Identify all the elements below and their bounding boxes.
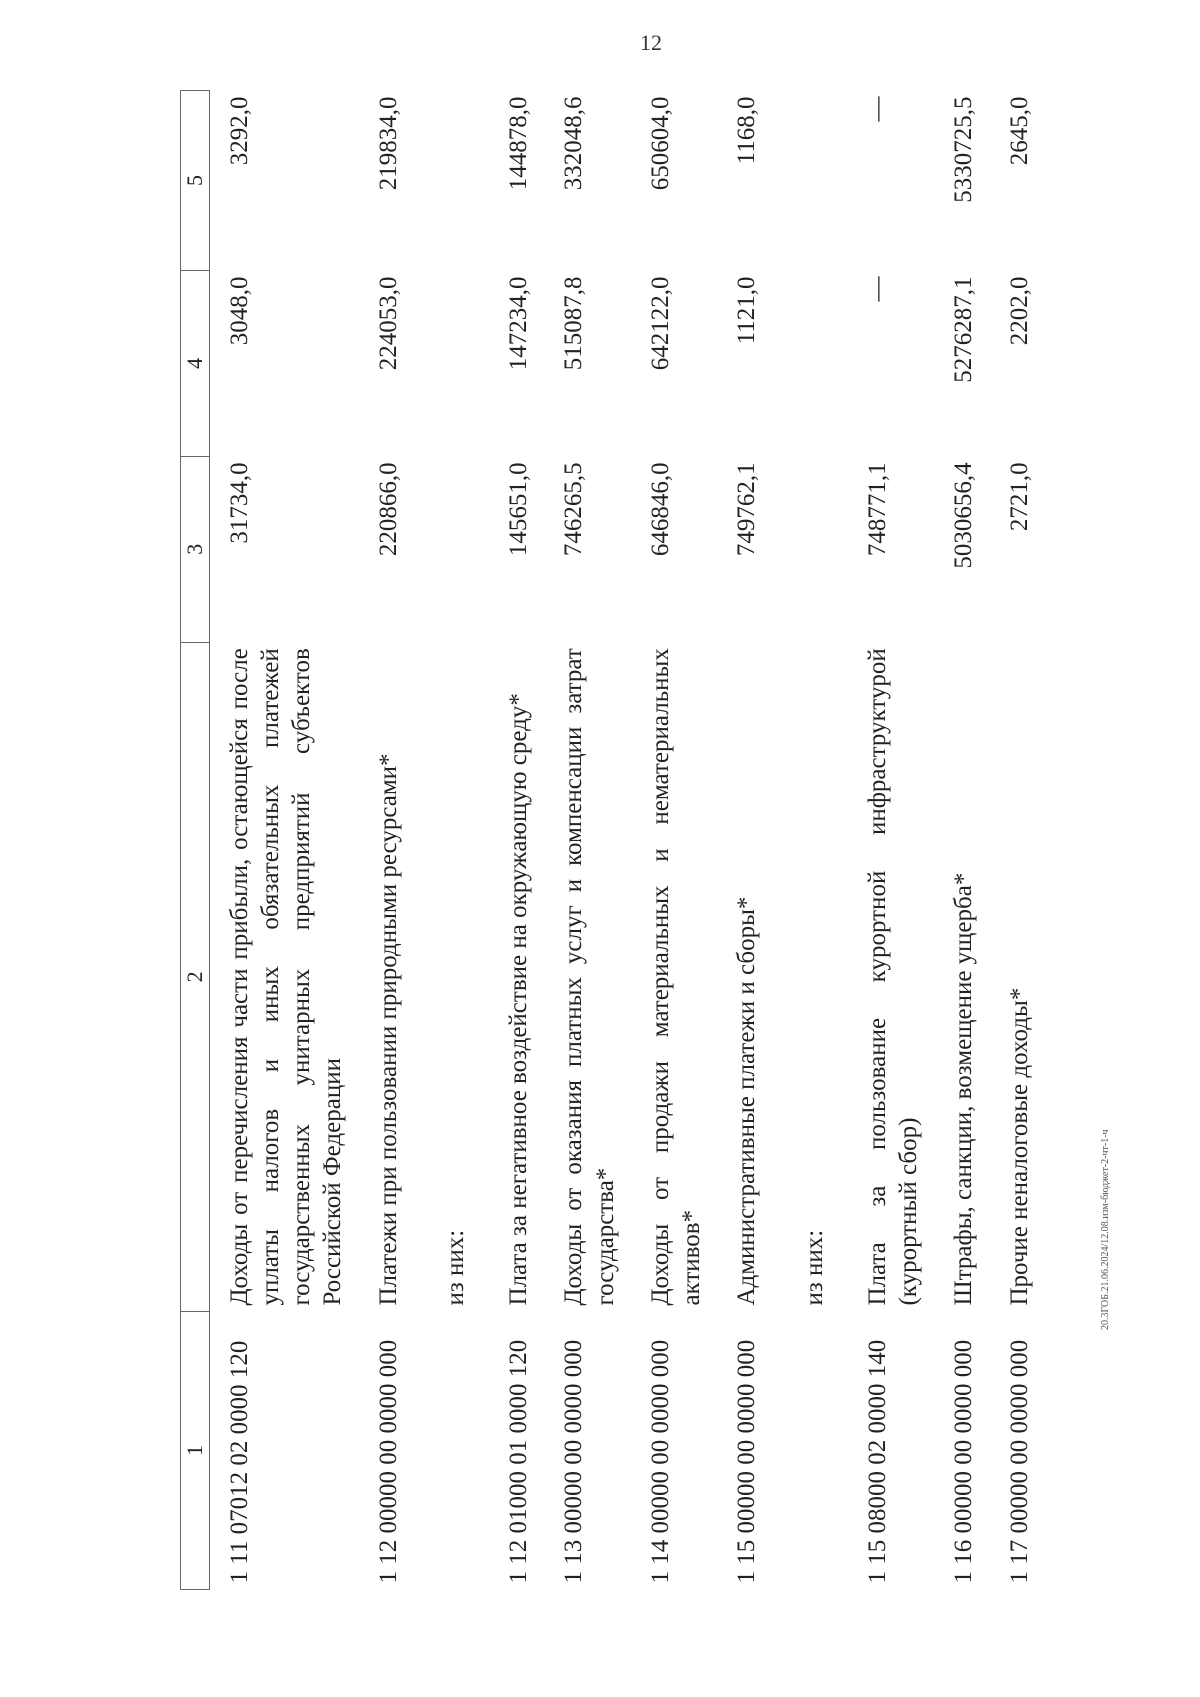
row-code: 1 13 00000 00 0000 000 (560, 1339, 588, 1584)
row-name: Штрафы, санкции, возмещение ущерба* (950, 872, 978, 1306)
budget-table (180, 90, 1045, 1590)
table-row (359, 91, 414, 1590)
row-value-col5: — (863, 96, 891, 122)
row-code: 1 12 00000 00 0000 000 (374, 1339, 402, 1584)
empty-cell (414, 270, 489, 456)
row-value-col5: 3292,0 (225, 96, 253, 166)
empty-cell (773, 1312, 848, 1590)
row-value-col5: 332048,6 (560, 96, 588, 191)
row-value-col3: 646846,0 (646, 462, 674, 557)
row-value-col4: 147234,0 (505, 276, 532, 371)
subheading-label: из них: (441, 1229, 469, 1306)
table-row (489, 91, 544, 1590)
table-row (990, 91, 1045, 1590)
row-code: 1 16 00000 00 0000 000 (950, 1339, 978, 1584)
row-code: 1 11 07012 02 0000 120 (225, 1340, 253, 1584)
row-value-col3: 5030656,4 (950, 462, 978, 569)
row-name: Платежи при пользовании природными ресурсами* (374, 753, 402, 1306)
empty-cell (773, 456, 848, 642)
table-row (631, 91, 718, 1590)
row-value-col3: 31734,0 (225, 462, 253, 544)
row-value-col4: 515087,8 (560, 276, 588, 371)
row-code: 1 17 00000 00 0000 000 (1005, 1339, 1033, 1584)
empty-cell (773, 91, 848, 271)
table-row (934, 91, 989, 1590)
row-value-col3: 2721,0 (1005, 462, 1033, 532)
row-name: Доходы от перечисления части прибыли, остающейся после уплаты налогов и иных обязательных платежей государственных унитарных предприятий субъектов Российской Федерации (225, 648, 347, 1306)
row-value-col4: 224053,0 (374, 276, 402, 371)
row-value-col3: 748771,1 (863, 462, 891, 557)
row-value-col5: 5330725,5 (950, 96, 978, 203)
row-name: Доходы от продажи материальных и нематериальных активов* (646, 648, 705, 1306)
row-code: 1 12 01000 01 0000 120 (505, 1339, 532, 1584)
header-col-3: 3 (181, 456, 210, 642)
row-value-col5: 1168,0 (733, 96, 761, 165)
subheading-label: из них: (800, 1229, 828, 1306)
empty-cell (773, 270, 848, 456)
row-value-col4: 5276287,1 (950, 276, 978, 383)
header-row (181, 91, 210, 1590)
row-value-col5: 650604,0 (646, 96, 674, 191)
rotated-table-container (180, 90, 1180, 1590)
row-name: Доходы от оказания платных услуг и компенсации затрат государства* (560, 648, 619, 1306)
page-number: 12 (640, 30, 662, 55)
row-name: Прочие неналоговые доходы* (1005, 987, 1033, 1306)
empty-cell (414, 1312, 489, 1590)
row-value-col3: 145651,0 (505, 462, 532, 557)
row-value-col4: 1121,0 (733, 276, 761, 345)
header-col-2: 2 (181, 642, 210, 1311)
row-code: 1 15 00000 00 0000 000 (733, 1339, 761, 1584)
row-name: Административные платежи и сборы* (733, 896, 761, 1306)
row-value-col3: 746265,5 (560, 462, 588, 557)
header-col-1: 1 (181, 1312, 210, 1590)
row-value-col4: 3048,0 (225, 276, 253, 346)
row-value-col5: 2645,0 (1005, 96, 1033, 166)
empty-cell (414, 91, 489, 271)
footer-reference: 20.3ГОБ.21.06.2024/12.08.изм-бюджет-2-чт-1-ч (1100, 1129, 1111, 1330)
row-value-col4: 2202,0 (1005, 276, 1033, 346)
header-col-4: 4 (181, 270, 210, 456)
row-value-col5: 144878,0 (505, 96, 532, 191)
table-row (544, 91, 631, 1590)
row-value-col4: — (863, 276, 891, 302)
row-value-col3: 220866,0 (374, 462, 402, 557)
table-row (717, 91, 772, 1590)
header-col-5: 5 (181, 91, 210, 271)
table-row (209, 91, 359, 1590)
row-name: Плата за пользование курортной инфраструктурой (курортный сбор) (863, 648, 922, 1306)
row-code: 1 15 08000 02 0000 140 (863, 1339, 891, 1584)
row-value-col4: 642122,0 (646, 276, 674, 371)
subheading-row (414, 91, 489, 1590)
row-value-col3: 749762,1 (733, 462, 761, 557)
table-row (848, 91, 935, 1590)
row-code: 1 14 00000 00 0000 000 (646, 1339, 674, 1584)
row-name: Плата за негативное воздействие на окружающую среду* (505, 693, 532, 1306)
subheading-row (773, 91, 848, 1590)
row-value-col5: 219834,0 (374, 96, 402, 191)
empty-cell (414, 456, 489, 642)
